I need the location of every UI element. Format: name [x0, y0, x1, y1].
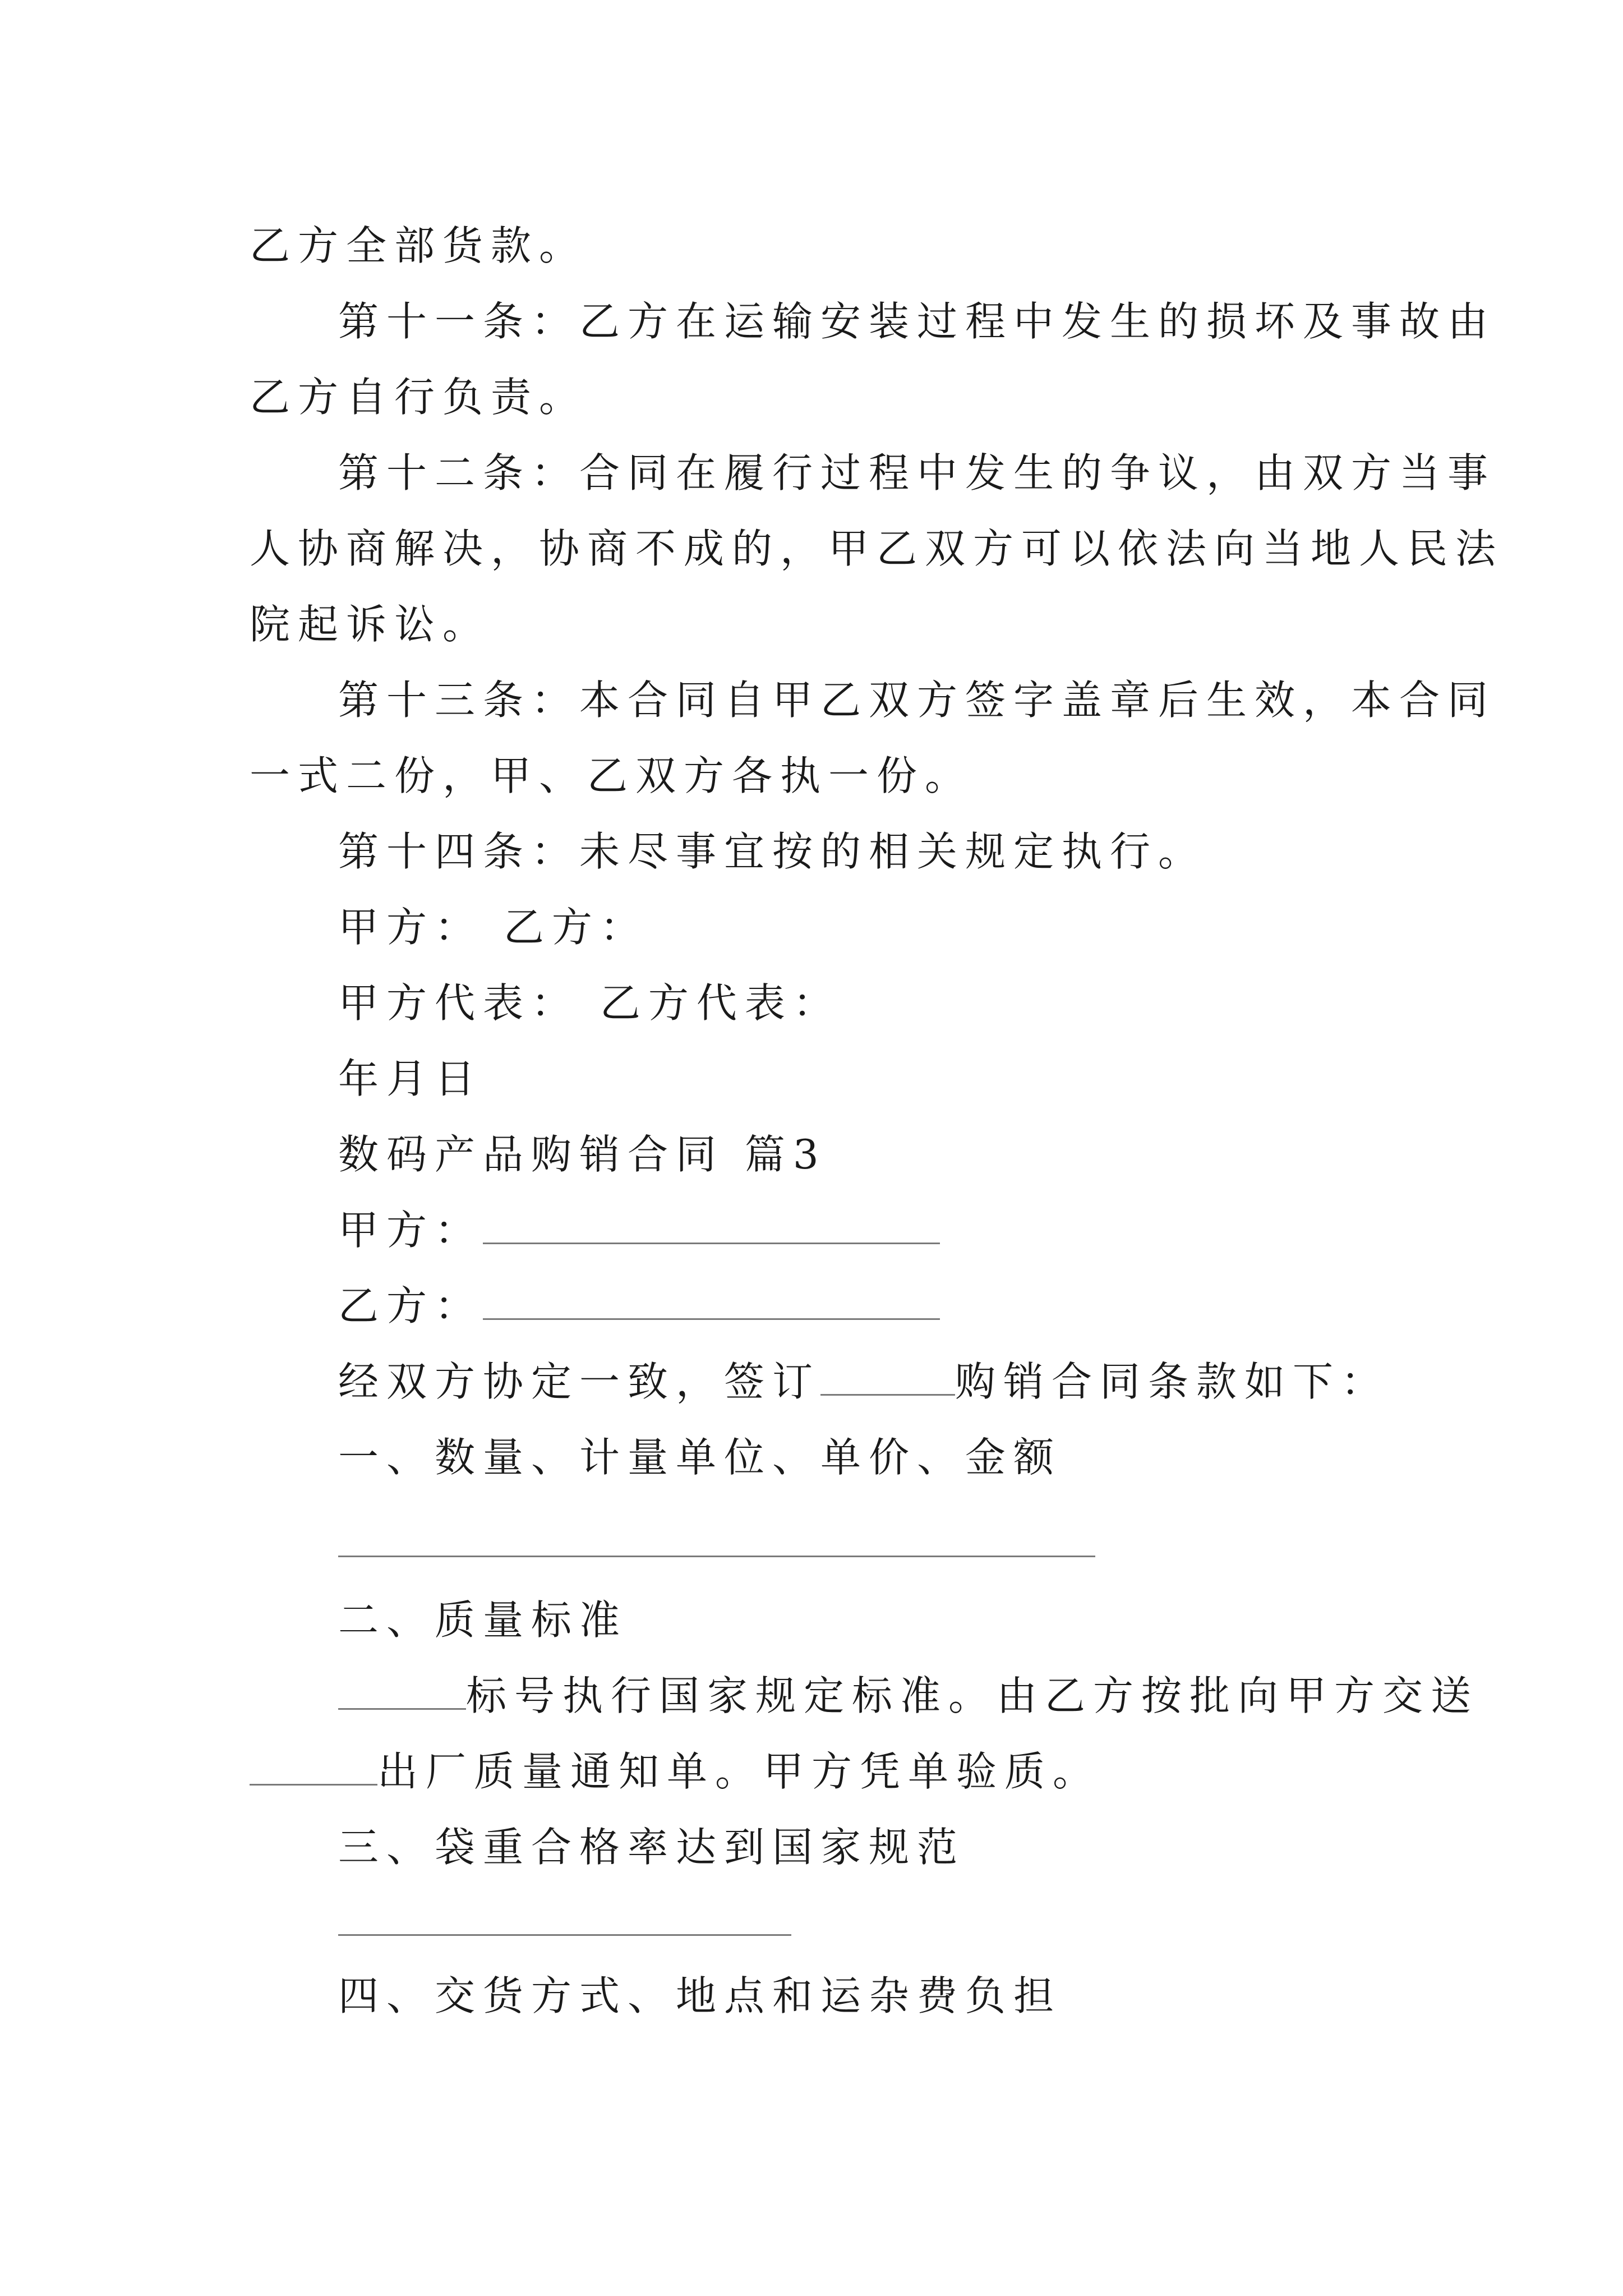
party-b-label: 乙方：	[338, 1282, 483, 1329]
item-2-blank-2	[250, 1748, 377, 1786]
item-2-blank-1	[338, 1672, 466, 1710]
article-13-line-2: 一式二份，甲、乙双方各执一份。	[250, 752, 974, 799]
item-3-blank-rule	[338, 1934, 791, 1936]
article-12-line-2: 人协商解决，协商不成的，甲乙双方可以依法向当地人民法	[250, 525, 1504, 572]
section-title: 数码产品购销合同 篇3	[338, 1131, 827, 1178]
article-12-line-1: 第十二条：合同在履行过程中发生的争议，由双方当事	[338, 449, 1496, 496]
agreement-post: 购销合同条款如下：	[955, 1358, 1390, 1405]
article-13-line-1: 第十三条：本合同自甲乙双方签字盖章后生效，本合同	[338, 677, 1496, 724]
item-2-text-1: 标号执行国家规定标准。由乙方按批向甲方交送	[466, 1672, 1479, 1719]
item-3-heading: 三、袋重合格率达到国家规范	[338, 1824, 966, 1871]
item-2-line-2	[250, 1745, 1101, 1798]
agreement-pre: 经双方协定一致，签订	[338, 1358, 821, 1405]
signature-representatives: 甲方代表： 乙方代表：	[338, 979, 841, 1027]
party-a-label: 甲方：	[338, 1207, 483, 1254]
signature-parties: 甲方： 乙方：	[338, 904, 648, 951]
signature-date: 年月日	[338, 1055, 483, 1102]
item-4-heading: 四、交货方式、地点和运杂费负担	[338, 1972, 1062, 2019]
item-1-heading: 一、数量、计量单位、单价、金额	[338, 1434, 1062, 1481]
article-11-line-2: 乙方自行负责。	[250, 374, 588, 421]
item-2-text-2: 出厂质量通知单。甲方凭单验质。	[377, 1748, 1101, 1795]
item-2-heading: 二、质量标准	[338, 1596, 628, 1644]
item-2-line-1	[338, 1669, 1479, 1723]
article-14: 第十四条：未尽事宜按的相关规定执行。	[338, 828, 1207, 875]
party-a-line	[338, 1203, 940, 1257]
article-12-line-3: 院起诉讼。	[250, 601, 491, 648]
agreement-line	[338, 1355, 1389, 1409]
party-b-line	[338, 1279, 940, 1333]
article-11-line-1: 第十一条：乙方在运输安装过程中发生的损坏及事故由	[338, 298, 1496, 345]
agreement-blank	[820, 1358, 955, 1396]
party-a-blank	[483, 1207, 940, 1244]
item-1-blank-rule	[338, 1556, 1095, 1557]
party-b-blank	[483, 1282, 940, 1320]
paragraph-payment-end: 乙方全部货款。	[250, 222, 588, 269]
